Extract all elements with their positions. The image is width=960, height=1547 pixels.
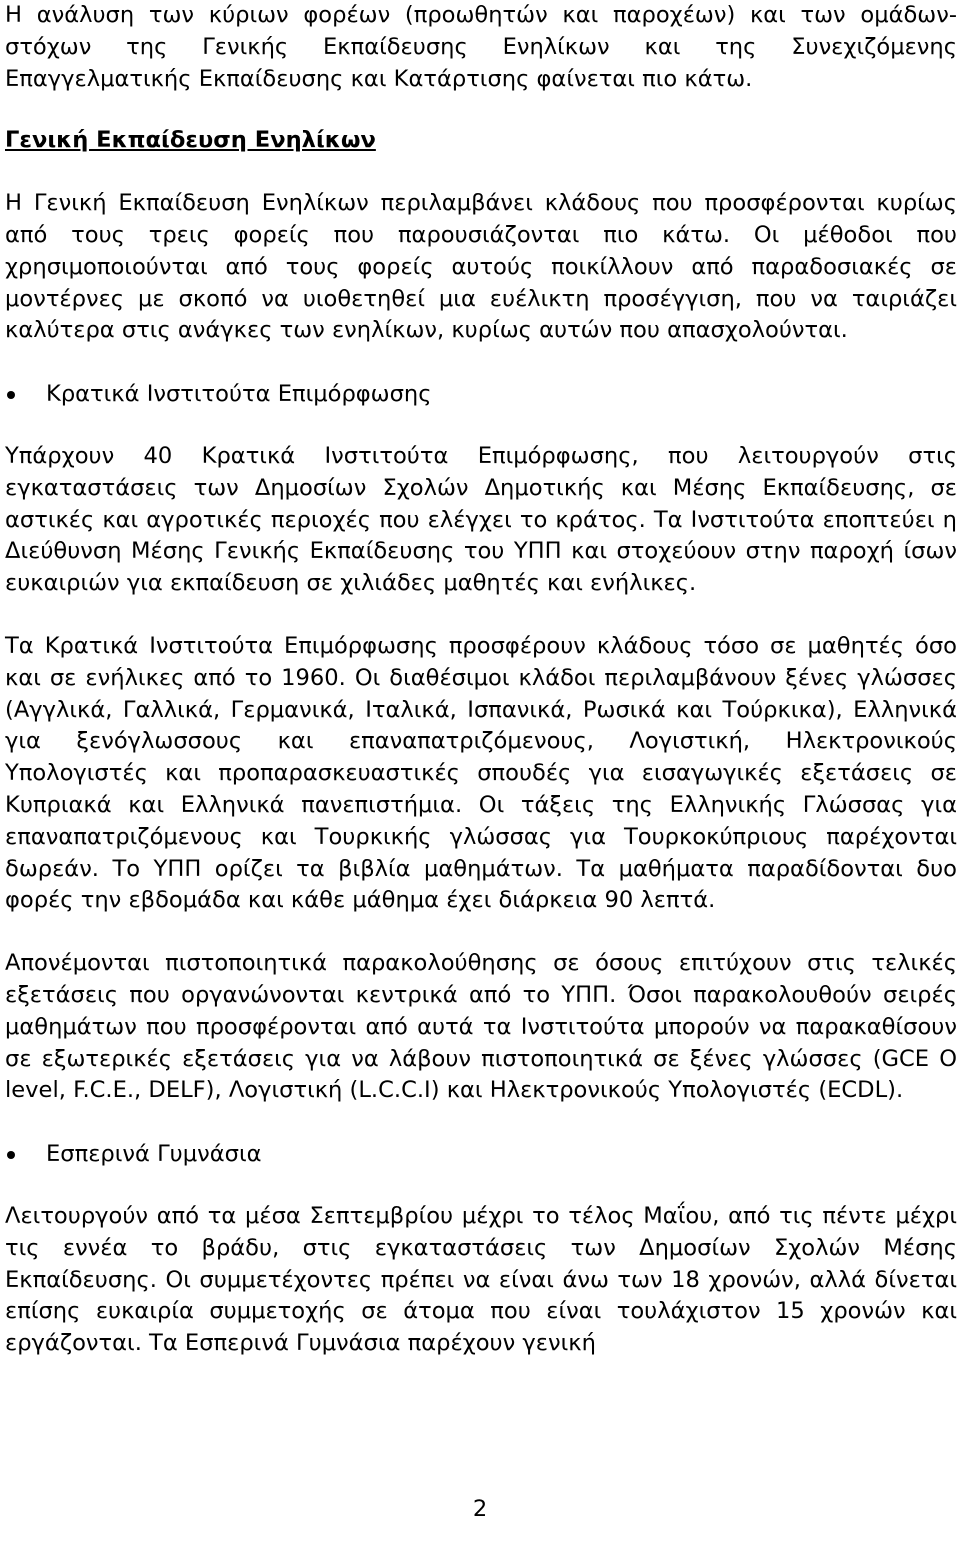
body-paragraph: Υπάρχουν 40 Κρατικά Ινστιτούτα Επιμόρφωσης, που λειτουργούν στις εγκαταστάσεις των Δημοσίων Σχολών Δημοτικής και Μέσης Εκπαίδευσης, σε αστικές και αγροτικές περιοχές που ελέγχει το κράτος. Τα Ινστιτούτα εποπτεύει η Διεύθυνση Μέσης Γενικής Εκπαίδευσης του ΥΠΠ και στοχεύουν στην παροχή ίσων ευκαιριών για εκπαίδευση σε χιλιάδες μαθητές και ενήλικες. <box>5 442 957 597</box>
intro-paragraph: Η ανάλυση των κύριων φορέων (προωθητών και παροχέων) και των ομάδων-στόχων της Γενικής Εκπαίδευσης Ενηλίκων και της Συνεχιζόμενης Επαγγελματικής Εκπαίδευσης και Κατάρτισης φαίνεται πιο κάτω. <box>5 2 957 92</box>
section-heading: Γενική Εκπαίδευση Ενηλίκων <box>5 127 376 154</box>
body-paragraph: Λειτουργούν από τα μέσα Σεπτεμβρίου μέχρι το τέλος Μαΐου, από τις πέντε μέχρι τις εννέα το βράδυ, στις εγκαταστάσεις των Δημοσίων Σχολών Μέσης Εκπαίδευσης. Οι συμμετέχοντες πρέπει να είναι άνω των 18 χρονών, αλλά δίνεται επίσης ευκαιρία συμμετοχής σε άτομα που είναι τουλάχιστον 15 χρονών και εργάζονται. Τα Εσπερινά Γυμνάσια παρέχουν γενική <box>5 1202 957 1357</box>
bullet-title: Κρατικά Ινστιτούτα Επιμόρφωσης <box>46 381 432 408</box>
bullet-item-evening-schools <box>5 1139 957 1171</box>
page-number: 2 <box>472 1496 488 1522</box>
body-paragraph: Απονέμονται πιστοποιητικά παρακολούθησης σε όσους επιτύχουν στις τελικές εξετάσεις που οργανώνονται κεντρικά από το ΥΠΠ. Όσοι παρακολουθούν σειρές μαθημάτων που προσφέρονται από αυτά τα Ινστιτούτα μπορούν να παρακαθίσουν σε εξωτερικές εξετάσεις για να λάβουν πιστοποιητικά σε ξένες γλώσσες (GCE O level, F.C.E., DELF), Λογιστική (L.C.C.I) και Ηλεκτρονικούς Υπολογιστές (ECDL). <box>5 950 957 1104</box>
bullet-icon <box>7 1151 15 1159</box>
bullet-item-institutes <box>5 379 957 411</box>
bullet-icon <box>7 391 15 399</box>
bullet-title: Εσπερινά Γυμνάσια <box>46 1141 262 1168</box>
document-page <box>5 0 957 1360</box>
body-paragraph: Τα Κρατικά Ινστιτούτα Επιμόρφωσης προσφέρουν κλάδους τόσο σε μαθητές όσο και σε ενήλικες από το 1960. Οι διαθέσιμοι κλάδοι περιλαμβάνουν ξένες γλώσσες (Αγγλικά, Γαλλικά, Γερμανικά, Ιταλικά, Ισπανικά, Ρωσικά και Τούρκικα), Ελληνικά για ξενόγλωσσους και επαναπατριζόμενους, Λογιστική, Ηλεκτρονικούς Υπολογιστές και προπαρασκευαστικές σπουδές για εισαγωγικές εξετάσεις σε Κυπριακά και Ελληνικά πανεπιστήμια. Οι τάξεις της Ελληνικής Γλώσσας για επαναπατριζόμενους και Τουρκικής γλώσσας για Τουρκοκύπριους παρέχονται δωρεάν. Το ΥΠΠ ορίζει τα βιβλία μαθημάτων. Τα μαθήματα παραδίδονται δυο φορές την εβδομάδα και κάθε μάθημα έχει διάρκεια 90 λεπτά. <box>5 632 957 914</box>
section-paragraph: Η Γενική Εκπαίδευση Ενηλίκων περιλαμβάνει κλάδους που προσφέρονται κυρίως από τους τρεις φορείς που παρουσιάζονται πιο κάτω. Οι μέθοδοι που χρησιμοποιούνται από τους φορείς αυτούς ποικίλλουν από παραδοσιακές σε μοντέρνες με σκοπό να υιοθετηθεί μια ευέλικτη προσέγγιση, που να ταιριάζει καλύτερα στις ανάγκες των ενηλίκων, κυρίως αυτών που απασχολούνται. <box>5 190 957 344</box>
